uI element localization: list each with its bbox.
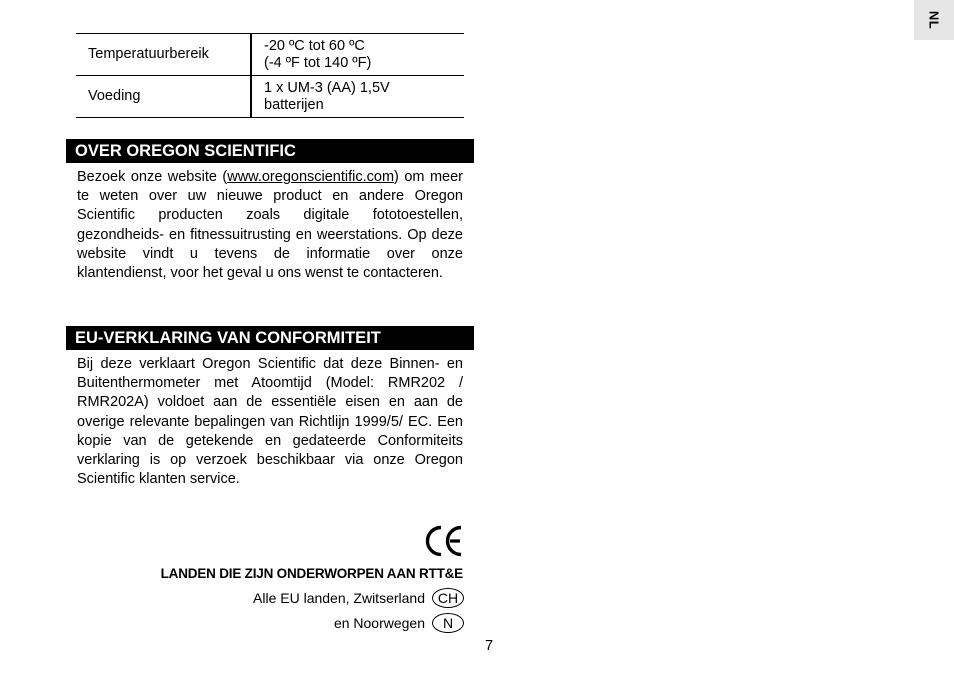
table-row [76, 76, 464, 118]
countries-line-eu [253, 588, 464, 608]
countries-text: Alle EU landen, Zwitserland [253, 590, 425, 606]
spec-value-line: -20 ºC tot 60 ºC [264, 37, 365, 54]
website-link[interactable]: www.oregonscientific.com [227, 169, 395, 185]
spec-label: Temperatuurbereik [76, 34, 251, 76]
countries-line-norway [334, 613, 464, 633]
conformity-heading: EU-VERKLARING VAN CONFORMITEIT [66, 326, 474, 350]
spec-value-line: 1 x UM-3 (AA) 1,5V [264, 79, 390, 96]
countries-text: en Noorwegen [333, 615, 425, 631]
conformity-paragraph: Bij deze verklaart Oregon Scientific dat deze Binnen- en Buitenthermometer met Atoomtijd (Model: RMR202 / RMR202A) voldoet aan de essentiële eisen en aan de overige relevante bepalingen van Richtlijn 1999/5/ EC. Een kopie van de getekende en gedateerde Conformiteits verklaring is op verzoek beschikbaar via onze Oregon Scientific klanten service. [77, 356, 463, 488]
country-badge-n: N [432, 613, 464, 633]
ce-mark-icon [424, 524, 464, 558]
about-text-before: Bezoek onze website ( [77, 169, 228, 185]
language-tab [914, 0, 954, 40]
spec-value-line: (-4 ºF tot 140 ºF) [264, 54, 372, 71]
about-paragraph [77, 168, 463, 283]
spec-value [251, 76, 464, 118]
specifications-table [76, 33, 464, 118]
about-text-after: ) om meer te weten over uw nieuwe product en andere Oregon Scientific producten zoals digitale fototoestellen, gezondheids- en fitnessuitrusting en weerstations. Op deze website vindt u tevens de informatie over onze klantendienst, voor het geval u ons wenst te contacteren. [77, 169, 463, 282]
spec-value-line: batterijen [264, 96, 324, 113]
language-tab-label: NL [926, 10, 942, 30]
country-badge-ch: CH [432, 588, 464, 608]
spec-value [251, 34, 464, 76]
about-heading: OVER OREGON SCIENTIFIC [66, 139, 474, 163]
page-number: 7 [485, 638, 494, 654]
spec-label: Voeding [76, 76, 251, 118]
table-row [76, 34, 464, 76]
rtte-title: LANDEN DIE ZIJN ONDERWORPEN AAN RTT&E [160, 566, 463, 581]
